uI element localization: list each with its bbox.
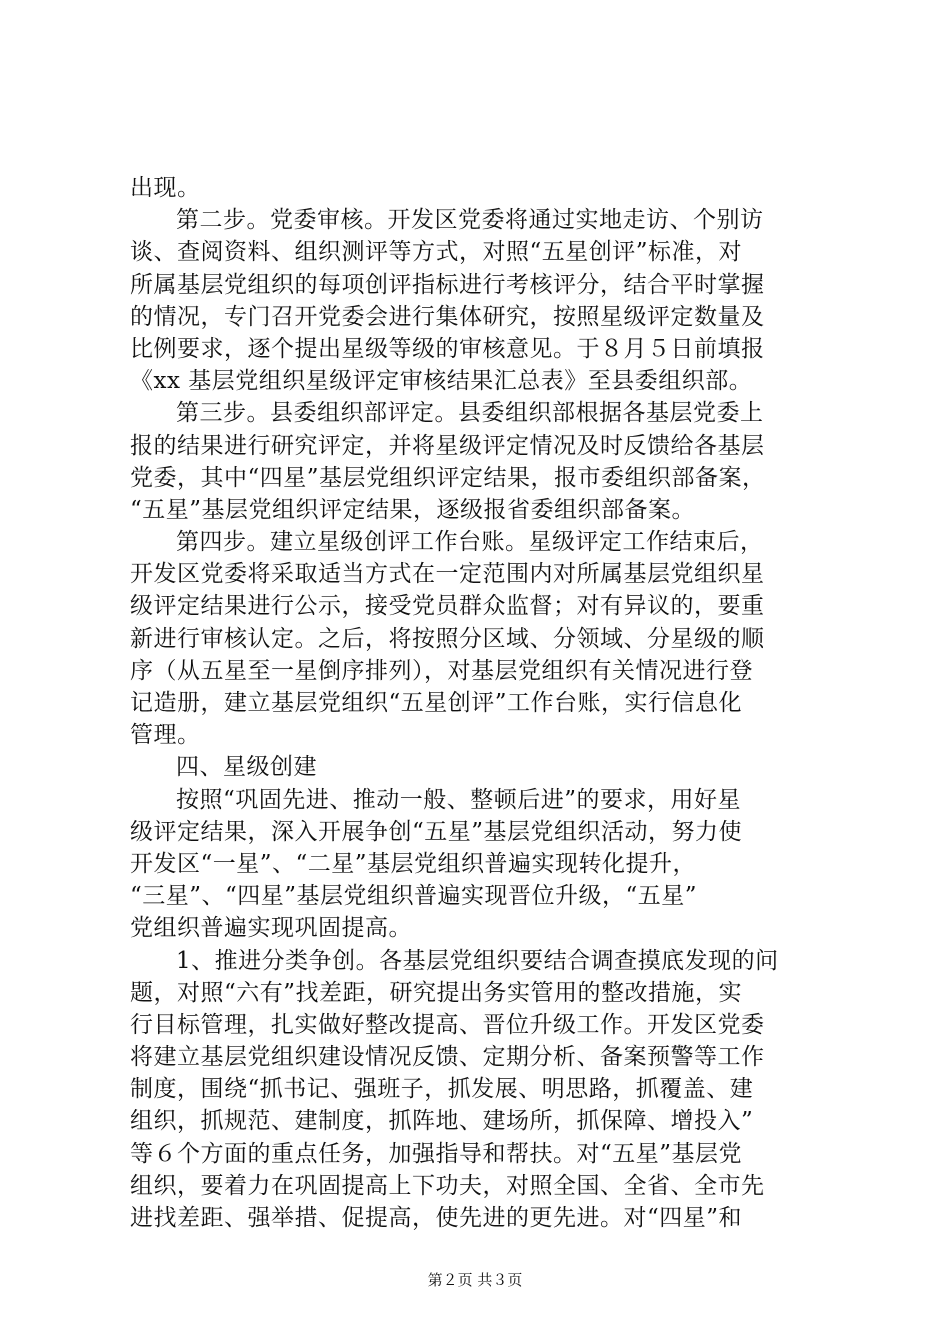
text-line: 序（从五星至一星倒序排列），对基层党组织有关情况进行登 [130,657,753,684]
text-line: 等６个方面的重点任务，加强指导和帮扶。对“五星”基层党 [130,1140,743,1167]
text-line: 组织，抓规范、建制度，抓阵地、建场所，抓保障、增投入” [130,1108,754,1135]
text-line: 组织，要着力在巩固提高上下功夫，对照全国、全省、全市先 [130,1172,765,1199]
text-line: 进找差距、强举措、促提高，使先进的更先进。对“四星”和 [130,1205,743,1231]
text-line: 第三步。县委组织部评定。县委组织部根据各基层党委上 [176,400,764,427]
text-line: 级评定结果，深入开展争创“五星”基层党组织活动，努力使 [130,818,743,845]
text-line: 将建立基层党组织建设情况反馈、定期分析、备案预警等工作 [130,1044,765,1071]
text-line: 级评定结果进行公示，接受党员群众监督；对有异议的，要重 [130,593,765,620]
text-line: 记造册，建立基层党组织“五星创评”工作台账，实行信息化 [130,690,743,716]
text-line: 1、推进分类争创。各基层党组织要结合调查摸底发现的问 [176,947,779,974]
text-line: 谈、查阅资料、组织测评等方式，对照“五星创评”标准，对 [130,239,743,266]
text-line: 行目标管理，扎实做好整改提高、晋位升级工作。开发区党委 [130,1011,765,1038]
text-line: 开发区党委将采取适当方式在一定范围内对所属基层党组织星 [130,561,765,588]
text-line: 报的结果进行研究评定，并将星级评定情况及时反馈给各基层 [130,432,765,459]
section-heading: 四、星级创建 [176,754,317,781]
text-line: 开发区“一星”、“二星”基层党组织普遍实现转化提升， [130,850,697,877]
text-line: 制度，围绕“抓书记、强班子，抓发展、明思路，抓覆盖、建 [130,1076,754,1103]
text-line: 出现。 [130,175,201,201]
text-line: 的情况，专门召开党委会进行集体研究，按照星级评定数量及 [130,303,765,330]
text-line: 按照“巩固先进、推动一般、整顿后进”的要求，用好星 [176,786,742,813]
text-line: “三星”、“四星”基层党组织普遍实现晋位升级，“五星” [130,883,698,910]
text-line: 党组织普遍实现巩固提高。 [130,915,412,942]
document-body [130,172,830,1234]
text-line: 党委，其中“四星”基层党组织评定结果，报市委组织部备案， [130,464,766,491]
text-line: 第四步。建立星级创评工作台账。星级评定工作结束后， [176,529,764,556]
text-line: 《xx 基层党组织星级评定审核结果汇总表》至县委组织部。 [130,368,753,395]
text-line: 题，对照“六有”找差距，研究提出务实管用的整改措施，实 [130,979,743,1006]
text-line: 管理。 [130,722,201,749]
text-line: 比例要求，逐个提出星级等级的审核意见。于８月５日前填报 [130,335,765,362]
text-line: 第二步。党委审核。开发区党委将通过实地走访、个别访 [176,207,764,234]
page-footer: 第２页 共３页 [427,1271,523,1289]
text-line: 所属基层党组织的每项创评指标进行考核评分，结合平时掌握 [130,271,765,298]
text-line: “五星”基层党组织评定结果，逐级报省委组织部备案。 [130,496,696,523]
text-line: 新进行审核认定。之后，将按照分区域、分领域、分星级的顺 [130,625,765,652]
